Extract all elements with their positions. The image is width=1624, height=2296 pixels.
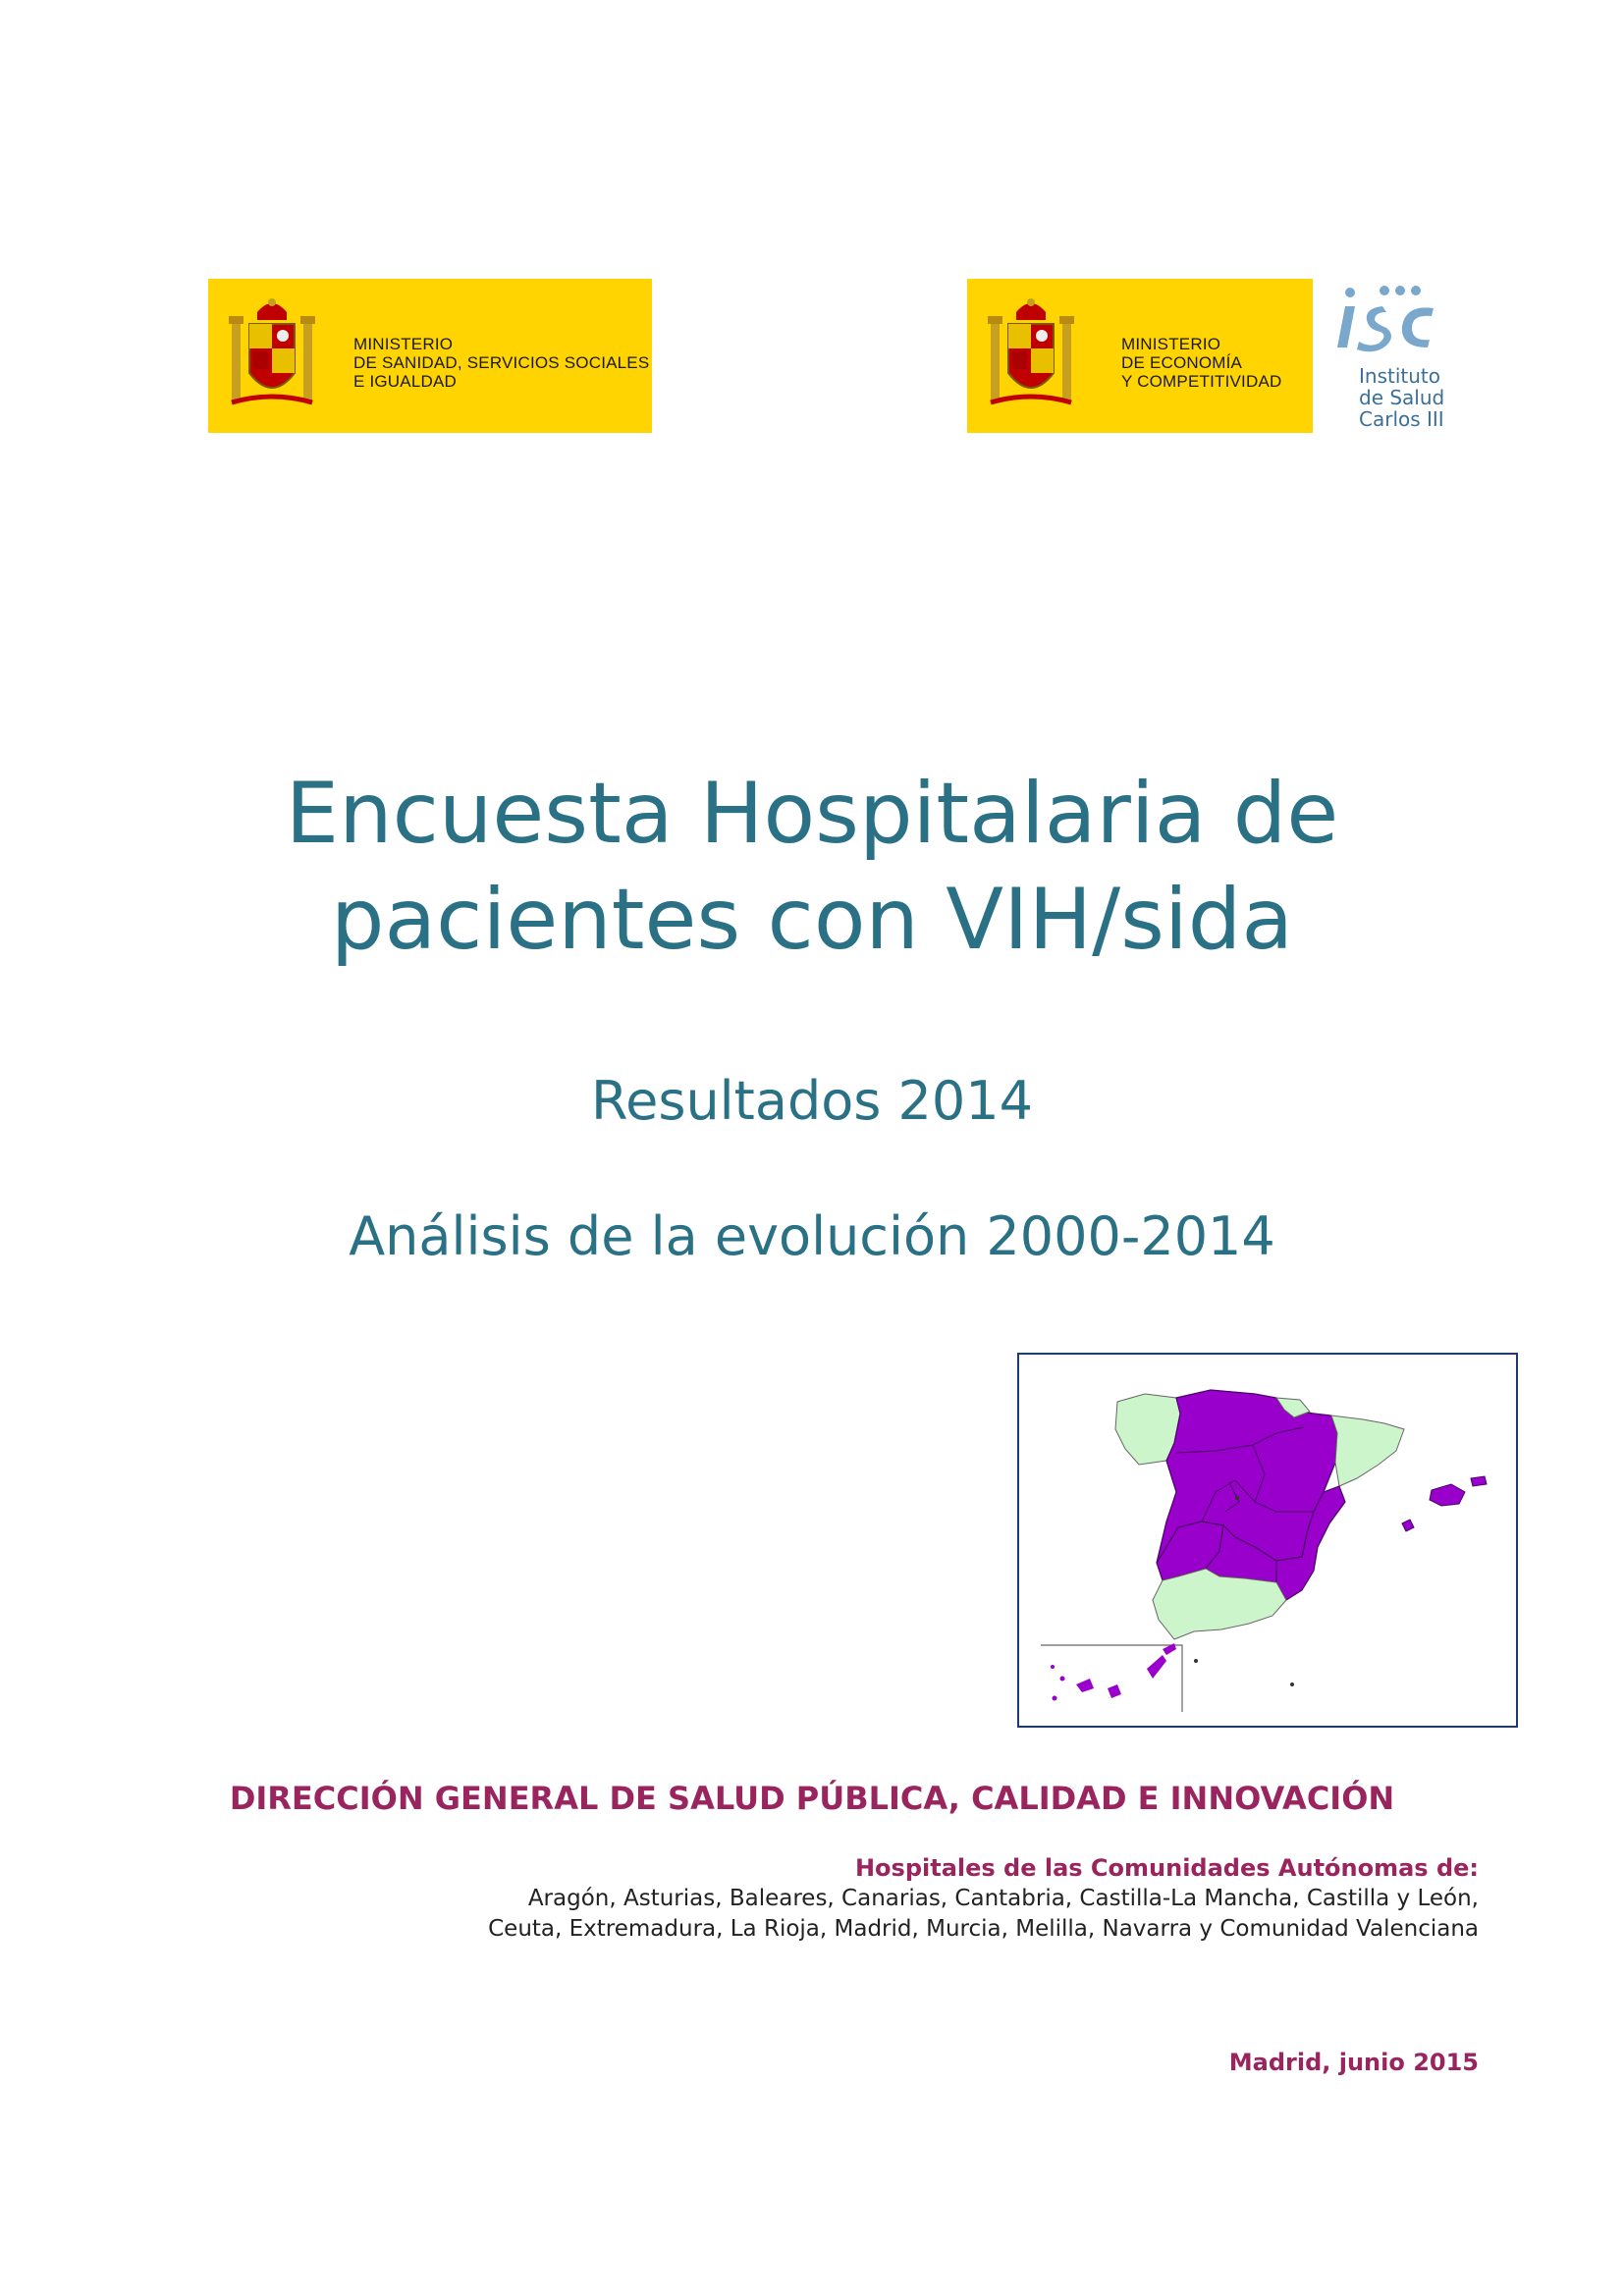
ministerio-sanidad-logo bbox=[208, 279, 652, 433]
ministerio-economia-logo bbox=[967, 279, 1313, 433]
spain-map bbox=[1017, 1353, 1518, 1728]
region-canary-tenerife bbox=[1076, 1679, 1094, 1692]
publication-date: Madrid, junio 2015 bbox=[1228, 2049, 1479, 2076]
title-line-2: pacientes con VIH/sida bbox=[330, 871, 1294, 969]
isciii-text: Instituto de Salud Carlos III bbox=[1359, 364, 1445, 431]
logo-right-text: MINISTERIO DE ECONOMÍA Y COMPETITIVIDAD bbox=[1121, 335, 1282, 391]
directorate-heading: DIRECCIÓN GENERAL DE SALUD PÚBLICA, CALIDAD E INNOVACIÓN bbox=[229, 1780, 1395, 1817]
logo-left-text: MINISTERIO DE SANIDAD, SERVICIOS SOCIALES E IGUALDAD bbox=[353, 335, 650, 391]
subtitle-results: Resultados 2014 bbox=[591, 1070, 1033, 1132]
spain-map-graphic bbox=[1019, 1355, 1516, 1726]
region-catalonia bbox=[1331, 1415, 1404, 1486]
region-balearic-menorca bbox=[1471, 1476, 1487, 1486]
subtitle-analysis: Análisis de la evolución 2000-2014 bbox=[349, 1205, 1275, 1267]
isciii-logo bbox=[1326, 279, 1453, 436]
document-title bbox=[0, 761, 1624, 973]
regions-line-1: Aragón, Asturias, Baleares, Canarias, Cantabria, Castilla-La Mancha, Castilla y León, bbox=[527, 1886, 1479, 1911]
regions-line-2: Ceuta, Extremadura, La Rioja, Madrid, Murcia, Melilla, Navarra y Comunidad Valenciana bbox=[488, 1916, 1479, 1942]
isciii-mark-icon bbox=[1326, 279, 1453, 357]
hospitals-heading: Hospitales de las Comunidades Autónomas de: bbox=[854, 1854, 1479, 1882]
title-line-1: Encuesta Hospitalaria de bbox=[285, 765, 1339, 863]
coat-of-arms-icon bbox=[228, 294, 316, 417]
region-balearic-mallorca bbox=[1430, 1484, 1465, 1506]
region-canary-fuerteventura bbox=[1147, 1655, 1166, 1679]
region-balearic-ibiza bbox=[1402, 1520, 1414, 1531]
coat-of-arms-icon bbox=[987, 294, 1075, 417]
region-canary-gran-canaria bbox=[1108, 1684, 1121, 1698]
